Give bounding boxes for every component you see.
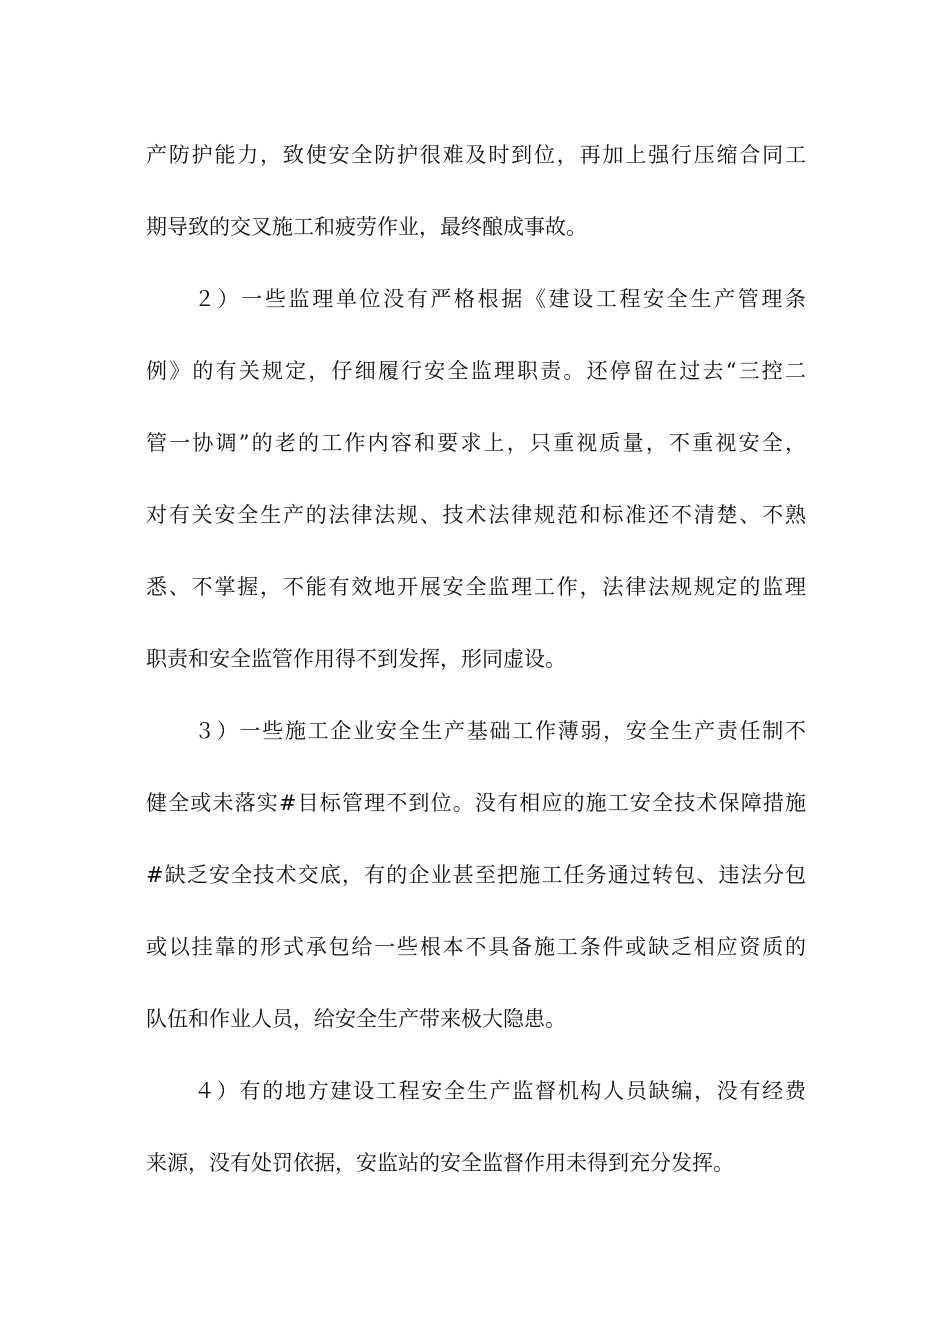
- text-line: 或以挂靠的形式承包给一些根本不具备施工条件或缺乏相应资质的: [146, 935, 806, 959]
- text-line: 悉、不掌握，不能有效地开展安全监理工作，法律法规规定的监理: [146, 575, 806, 599]
- text-line: 对有关安全生产的法律法规、技术法律规范和标准还不清楚、不熟: [146, 503, 806, 527]
- paragraph-start-line: ３）一些施工企业安全生产基础工作薄弱，安全生产责任制不: [194, 719, 806, 743]
- text-line: 队伍和作业人员，给安全生产带来极大隐患。: [146, 1007, 566, 1031]
- text-line: 期导致的交叉施工和疲劳作业，最终酿成事故。: [146, 215, 587, 239]
- text-line: 产防护能力，致使安全防护很难及时到位，再加上强行压缩合同工: [146, 143, 806, 167]
- text-line: 来源，没有处罚依据，安监站的安全监督作用未得到充分发挥。: [146, 1151, 734, 1175]
- text-line: 健全或未落实#目标管理不到位。没有相应的施工安全技术保障措施: [146, 791, 806, 815]
- paragraph-start-line: ４）有的地方建设工程安全生产监督机构人员缺编，没有经费: [194, 1079, 806, 1103]
- text-line: 职责和安全监管作用得不到发挥，形同虚设。: [146, 647, 566, 671]
- paragraph-start-line: ２）一些监理单位没有严格根据《建设工程安全生产管理条: [194, 287, 806, 311]
- text-line: 例》的有关规定，仔细履行安全监理职责。还停留在过去“三控二: [146, 359, 806, 383]
- text-line: 管一协调”的老的工作内容和要求上，只重视质量，不重视安全，: [146, 431, 806, 455]
- text-line: #缺乏安全技术交底，有的企业甚至把施工任务通过转包、违法分包: [146, 863, 806, 887]
